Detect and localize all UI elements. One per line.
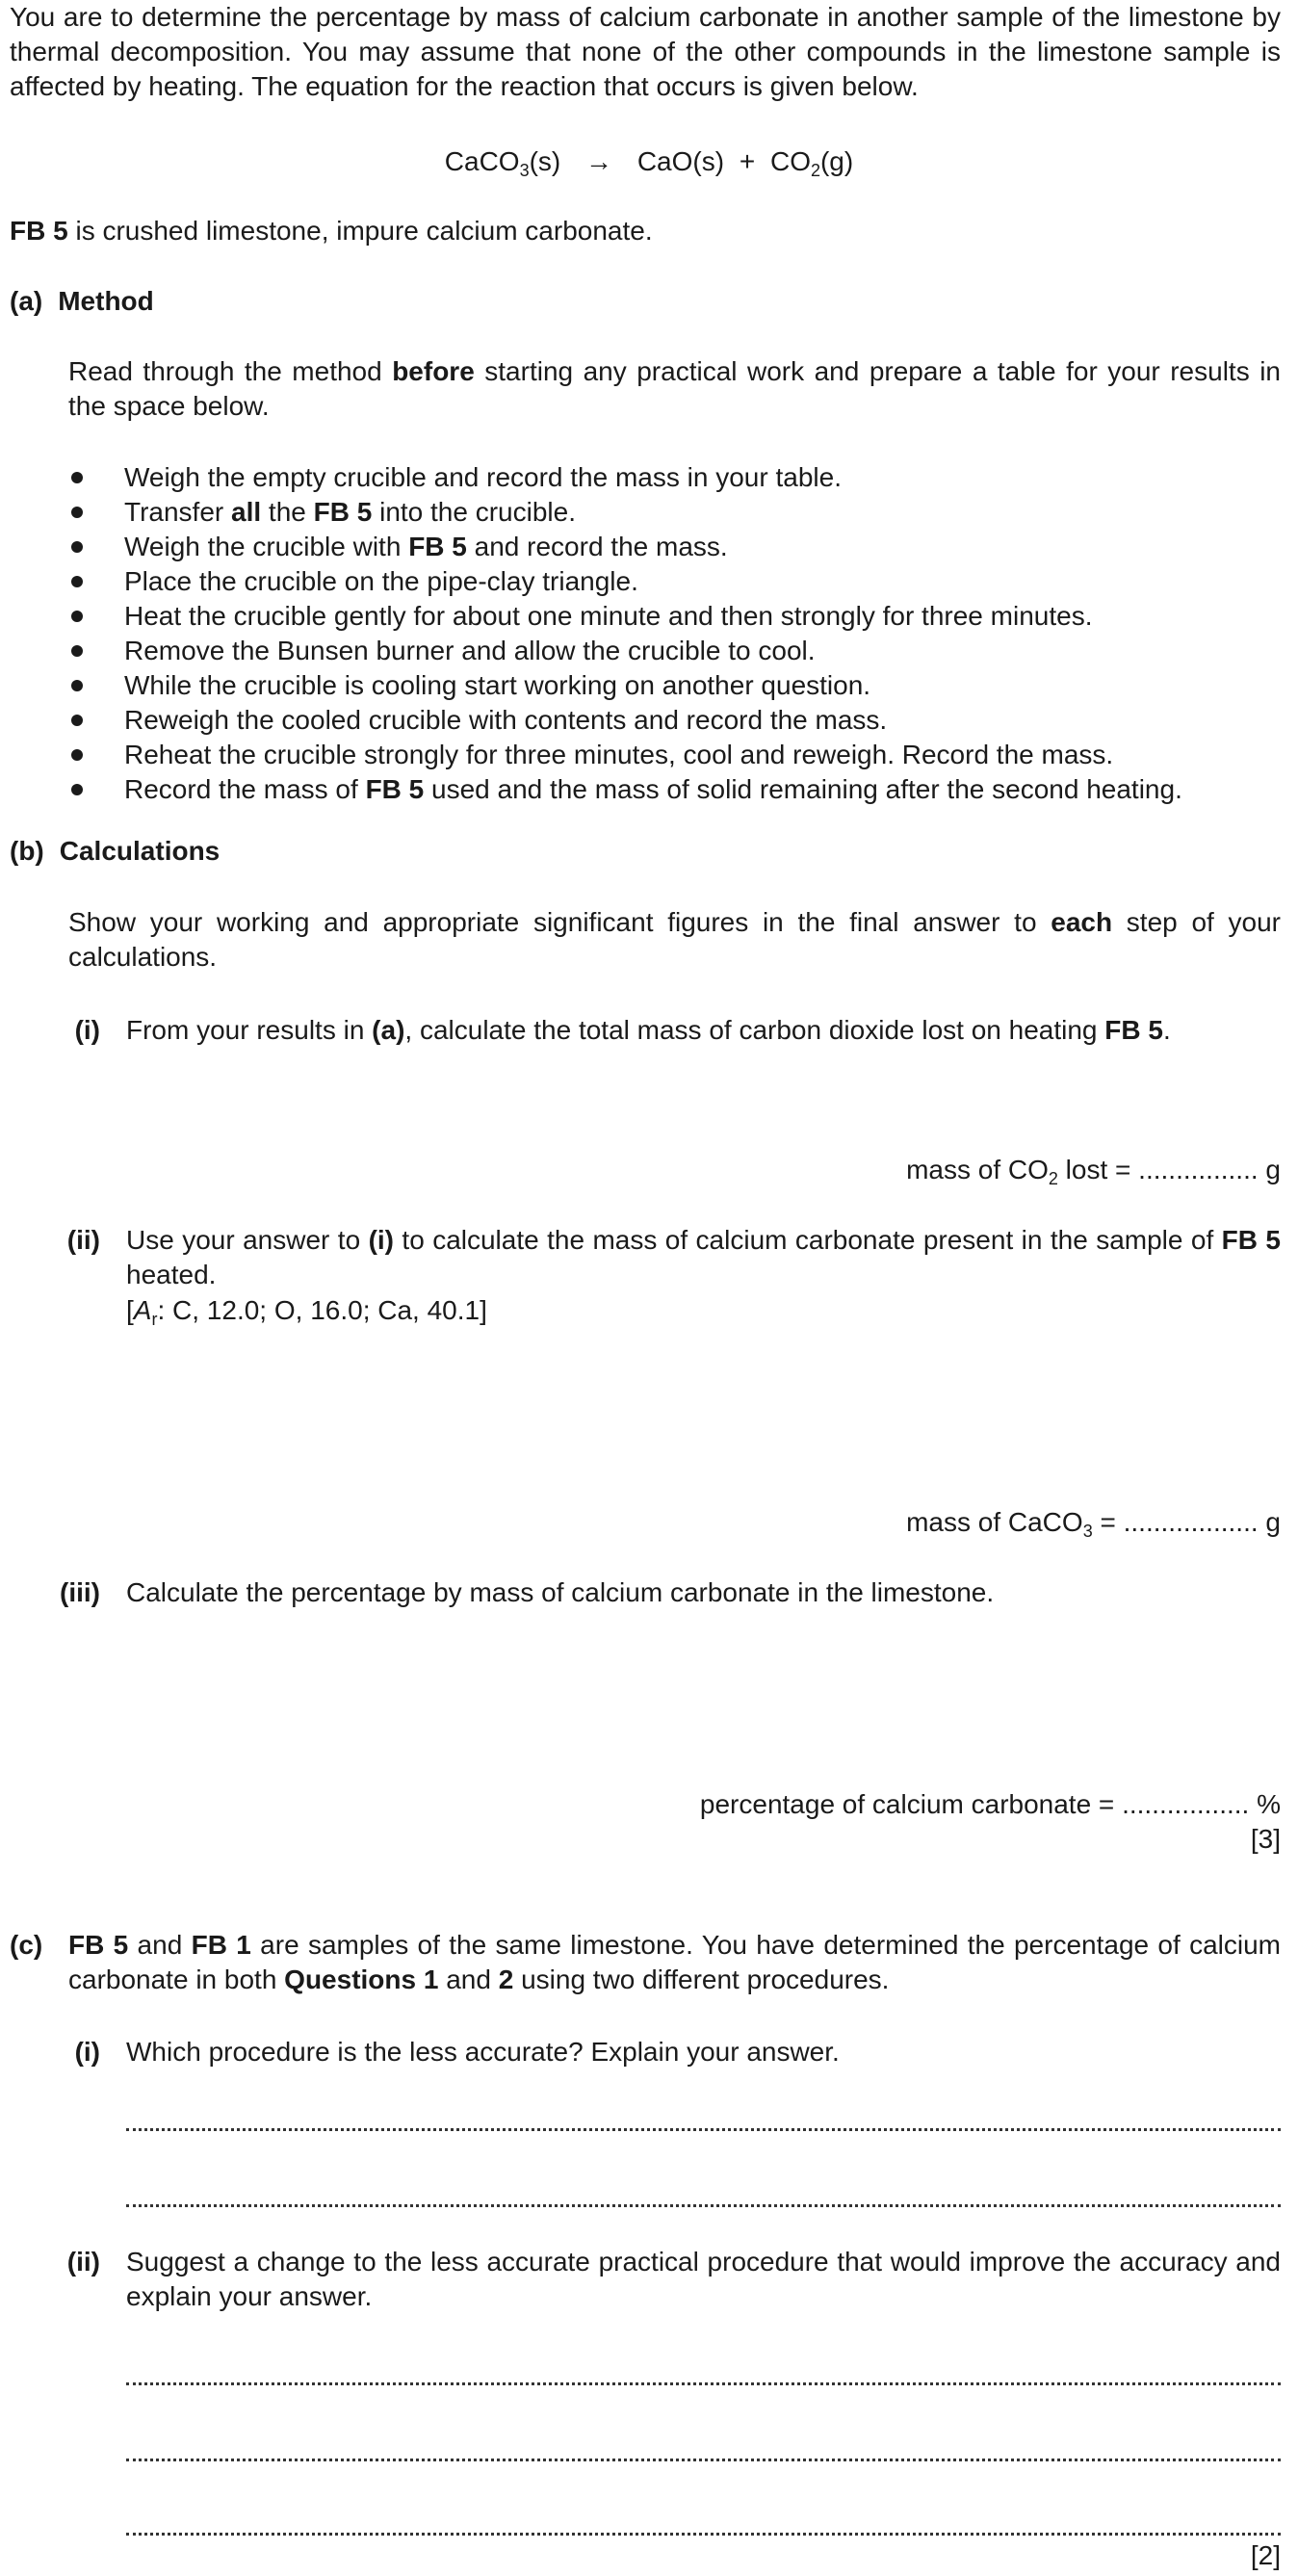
equation-reactant: CaCO: [444, 146, 520, 176]
method-step: [68, 634, 1291, 668]
step-text: Remove the Bunsen burner and allow the crucible to cool.: [124, 636, 816, 665]
instruction-text: Show your working and appropriate significant figures in the final answer to: [68, 907, 1051, 937]
answer-label: mass of CO: [906, 1155, 1049, 1184]
question-b-ii-text: [126, 1223, 1281, 1292]
answer-line[interactable]: [126, 2533, 1281, 2536]
bullet-icon: [71, 715, 83, 726]
equation-product-co2-subscript: 2: [810, 161, 820, 180]
method-steps: [68, 460, 1291, 807]
question-text: , calculate the total mass of carbon dioxide lost on heating: [404, 1015, 1105, 1045]
question-b-ii-label: (ii): [66, 1225, 100, 1255]
part-b-instructions: [68, 905, 1281, 975]
fb5-label: FB 5: [10, 216, 68, 246]
question-b-i-label: (i): [74, 1015, 100, 1045]
bullet-icon: [71, 611, 83, 622]
step-emphasis: FB 5: [408, 532, 467, 561]
question-emphasis: (i): [368, 1225, 394, 1255]
instruction-text: starting any practical work and prepare a table for your results in the space below.: [68, 356, 1281, 421]
part-c-emphasis: FB 5: [68, 1930, 129, 1960]
ar-bracket: [: [126, 1295, 134, 1325]
ar-values: : C, 12.0; O, 16.0; Ca, 40.1]: [157, 1295, 487, 1325]
method-step: [68, 495, 1291, 530]
part-c-text: using two different procedures.: [513, 1965, 890, 1994]
step-text: Reweigh the cooled crucible with contents and record the mass.: [124, 705, 888, 735]
fb5-description: [10, 214, 653, 248]
answer-label: mass of CaCO: [906, 1507, 1083, 1537]
method-step: [68, 772, 1291, 807]
question-text: heated.: [126, 1260, 217, 1289]
intro-text: You are to determine the percentage by mass of calcium carbonate in another sample of the limestone by thermal decomposition. You may assume that none of the other compounds in the limestone sample is affected by heating. The equation for the reaction that occurs is given below.: [10, 2, 1281, 101]
question-c-ii-text: Suggest a change to the less accurate practical procedure that would improve the accuracy and explain your answer.: [126, 2247, 1281, 2311]
part-c-emphasis: Questions 1: [284, 1965, 439, 1994]
answer-blank[interactable]: = .................. g: [1092, 1507, 1281, 1537]
question-b-i-text: [126, 1013, 1282, 1048]
question-c-i-text: Which procedure is the less accurate? Explain your answer.: [126, 2037, 840, 2067]
question-text: Use your answer to: [126, 1225, 369, 1255]
step-emphasis: FB 5: [313, 497, 373, 527]
instruction-emphasis: before: [392, 356, 475, 386]
part-a-instructions: [68, 354, 1281, 424]
step-text: used and the mass of solid remaining after the second heating.: [424, 774, 1182, 804]
answer-line[interactable]: [126, 2382, 1281, 2385]
part-b-label: (b): [10, 836, 44, 866]
bullet-icon: [71, 749, 83, 761]
step-text: Record the mass of: [124, 774, 366, 804]
bullet-icon: [71, 576, 83, 587]
part-c-text: are samples of the same limestone. You have determined the percentage of calcium carbonate in both: [68, 1930, 1281, 1994]
reaction-equation: [0, 144, 1298, 179]
ar-subscript: r: [151, 1310, 158, 1329]
part-c-text: and: [438, 1965, 499, 1994]
step-text: Heat the crucible gently for about one minute and then strongly for three minutes.: [124, 601, 1093, 631]
step-text: Weigh the empty crucible and record the mass in your table.: [124, 462, 842, 492]
bullet-icon: [71, 784, 83, 795]
instruction-text: step of your calculations.: [68, 907, 1281, 972]
question-emphasis: (a): [372, 1015, 405, 1045]
answer-caco3-mass: [578, 1505, 1281, 1540]
relative-atomic-masses: [126, 1293, 487, 1328]
instruction-emphasis: each: [1051, 907, 1113, 937]
instruction-text: Read through the method: [68, 356, 393, 386]
method-step: [68, 460, 1291, 495]
method-step: [68, 599, 1291, 634]
reaction-arrow: →: [585, 146, 613, 176]
step-text: Reheat the crucible strongly for three minutes, cool and reweigh. Record the mass.: [124, 740, 1114, 769]
question-emphasis: FB 5: [1221, 1225, 1281, 1255]
intro-paragraph: [10, 0, 1281, 104]
step-text: While the crucible is cooling start working on another question.: [124, 670, 871, 700]
question-emphasis: FB 5: [1104, 1015, 1163, 1045]
equation-plus: +: [739, 146, 756, 176]
answer-line[interactable]: [126, 2204, 1281, 2207]
step-text: Place the crucible on the pipe-clay triangle.: [124, 566, 638, 596]
step-text: the: [261, 497, 314, 527]
part-c-emphasis: 2: [498, 1965, 514, 1994]
part-c-intro: [68, 1928, 1281, 1997]
step-emphasis: all: [231, 497, 262, 527]
part-a-title: Method: [58, 286, 154, 316]
method-step: [68, 703, 1291, 738]
question-text: From your results in: [126, 1015, 373, 1045]
part-a-label: (a): [10, 286, 43, 316]
question-c-i-label: (i): [74, 2037, 100, 2067]
part-c-label: (c): [10, 1930, 43, 1960]
bullet-icon: [71, 645, 83, 657]
equation-product-co2: CO: [769, 146, 811, 176]
part-b-title: Calculations: [59, 836, 221, 866]
answer-co2-mass: [578, 1153, 1281, 1187]
question-text: to calculate the mass of calcium carbonate present in the sample of: [394, 1225, 1222, 1255]
method-step: [68, 738, 1291, 772]
fb5-text: is crushed limestone, impure calcium carbonate.: [67, 216, 653, 246]
question-b-iii-text: Calculate the percentage by mass of calcium carbonate in the limestone.: [126, 1577, 995, 1607]
step-text: Weigh the crucible with: [124, 532, 409, 561]
part-a-heading: [10, 284, 154, 319]
answer-line[interactable]: [126, 2459, 1281, 2461]
bullet-icon: [71, 507, 83, 518]
answer-blank[interactable]: lost = ................ g: [1057, 1155, 1281, 1184]
marks-c: [2]: [1250, 2540, 1281, 2570]
equation-reactant-state: (s): [529, 146, 561, 176]
step-text: into the crucible.: [372, 497, 576, 527]
method-step: [68, 564, 1291, 599]
answer-percentage[interactable]: percentage of calcium carbonate = ................. %: [699, 1789, 1281, 1819]
ar-symbol: A: [133, 1295, 152, 1325]
equation-product-cao: CaO(s): [636, 146, 725, 176]
method-step: [68, 668, 1291, 703]
marks-b: [3]: [1250, 1824, 1281, 1854]
method-step: [68, 530, 1291, 564]
part-c-text: and: [128, 1930, 192, 1960]
part-b-heading: [10, 834, 220, 869]
bullet-icon: [71, 541, 83, 553]
equation-reactant-subscript: 3: [519, 161, 530, 180]
question-text: .: [1162, 1015, 1171, 1045]
step-text: and record the mass.: [466, 532, 728, 561]
step-text: Transfer: [124, 497, 231, 527]
step-emphasis: FB 5: [365, 774, 425, 804]
bullet-icon: [71, 680, 83, 691]
question-c-ii-label: (ii): [66, 2247, 100, 2277]
question-b-iii-label: (iii): [60, 1577, 100, 1607]
answer-subscript: 2: [1048, 1169, 1058, 1188]
equation-product-co2-state: (g): [819, 146, 854, 176]
answer-line[interactable]: [126, 2128, 1281, 2131]
answer-subscript: 3: [1082, 1522, 1093, 1541]
part-c-emphasis: FB 1: [191, 1930, 251, 1960]
bullet-icon: [71, 472, 83, 483]
